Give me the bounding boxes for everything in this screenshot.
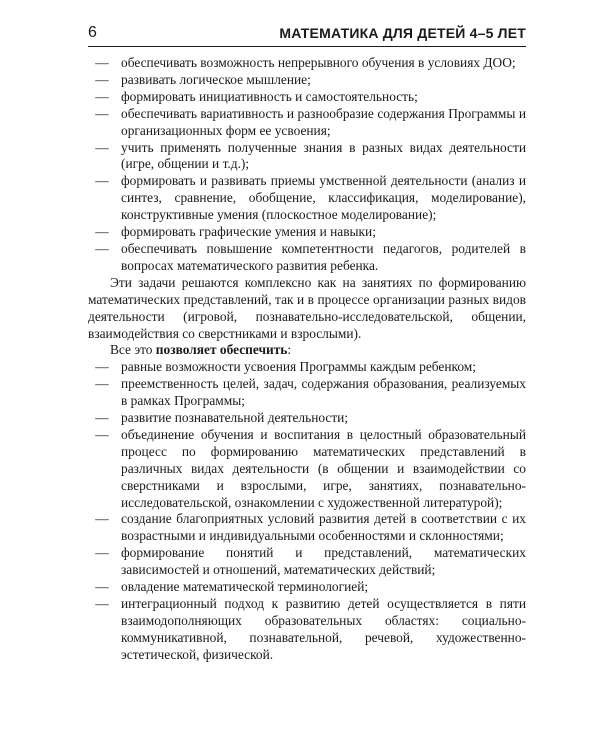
page-header bbox=[88, 24, 526, 47]
list-item: — интеграционный подход к развитию детей осуществляется в пяти взаимодополняющих образовательных областях: социально-коммуникативной, познавательной, речевой, художественно-эстетической, физической. bbox=[88, 596, 526, 664]
list-item: — формировать и развивать приемы умственной деятельности (анализ и синтез, сравнение, обобщение, классификация, моделирование), конструктивные умения (плоскостное моделирование); bbox=[88, 173, 526, 224]
book-page bbox=[88, 24, 526, 664]
body-paragraph: Эти задачи решаются комплексно как на занятиях по формированию математических представлений, так и в процессе организации разных видов деятельности (игровой, познавательно-исследовательской, общении, взаимодействия со сверстниками и взрослыми). bbox=[88, 274, 526, 341]
dash-marker: — bbox=[95, 240, 109, 256]
dash-marker: — bbox=[95, 596, 109, 611]
list-item: — овладение математической терминологией; bbox=[88, 579, 526, 596]
list-item: — формировать инициативность и самостоятельность; bbox=[88, 89, 526, 106]
dash-marker: — bbox=[95, 173, 109, 189]
dash-marker: — bbox=[95, 105, 109, 121]
list-item: — учить применять полученные знания в разных видах деятельности (игре, общении и т.д.); bbox=[88, 140, 526, 174]
list-item: — формирование понятий и представлений, математических зависимостей и отношений, математических действий; bbox=[88, 545, 526, 579]
dash-marker: — bbox=[95, 55, 109, 70]
list-item: — обеспечивать вариативность и разнообразие содержания Программы и организационных форм ее усвоения; bbox=[88, 106, 526, 140]
list-item: — обеспечивать возможность непрерывного обучения в условиях ДОО; bbox=[88, 55, 526, 72]
list-item: — формировать графические умения и навыки; bbox=[88, 224, 526, 241]
dash-marker: — bbox=[95, 139, 109, 155]
list-item: — развивать логическое мышление; bbox=[88, 72, 526, 89]
goals-list bbox=[88, 55, 526, 275]
dash-marker: — bbox=[95, 579, 109, 595]
running-title: МАТЕМАТИКА ДЛЯ ДЕТЕЙ 4–5 ЛЕТ bbox=[279, 25, 526, 41]
list-item: — развитие познавательной деятельности; bbox=[88, 410, 526, 427]
list-item: — объединение обучения и воспитания в целостный образовательный процесс по формированию математических представлений в различных видах деятельности (в общении и взаимодействии со сверстниками и взрослыми, игре, занятиях, познавательно-исследовательской, ознакомлении с художественной литературой); bbox=[88, 427, 526, 512]
lead-emphasis: позволяет обеспечить bbox=[155, 342, 288, 358]
dash-marker: — bbox=[95, 224, 109, 240]
list-item: — обеспечивать повышение компетентности педагогов, родителей в вопросах математического развития ребенка. bbox=[88, 241, 526, 275]
results-list bbox=[88, 359, 526, 663]
page-number: 6 bbox=[88, 24, 97, 41]
list-item: — преемственность целей, задач, содержания образования, реализуемых в рамках Программы; bbox=[88, 376, 526, 410]
dash-marker: — bbox=[95, 511, 109, 527]
body-text bbox=[88, 55, 526, 664]
dash-marker: — bbox=[95, 410, 109, 426]
dash-marker: — bbox=[95, 359, 109, 375]
list-item: — равные возможности усвоения Программы каждым ребенком; bbox=[88, 359, 526, 376]
dash-marker: — bbox=[95, 88, 109, 104]
dash-marker: — bbox=[95, 71, 109, 87]
dash-marker: — bbox=[95, 376, 109, 392]
dash-marker: — bbox=[95, 545, 109, 561]
lead-sentence: Все это позволяет обеспечить: bbox=[110, 342, 292, 358]
dash-marker: — bbox=[95, 426, 109, 442]
list-item: — создание благоприятных условий развития детей в соответствии с их возрастными и индивидуальными особенностями и склонностями; bbox=[88, 511, 526, 545]
